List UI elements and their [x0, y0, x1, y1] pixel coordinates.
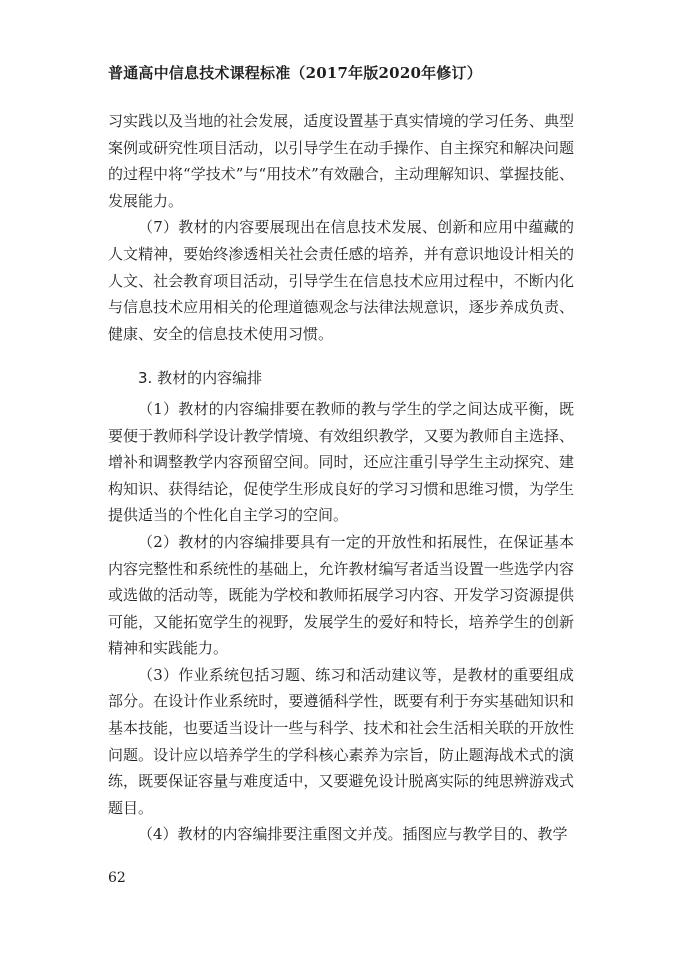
paragraph-section3-item-1: （1）教材的内容编排要在教师的教与学生的学之间达成平衡，既要便于教师科学设计教学情境、有效组织教学，又要为教师自主选择、增补和调整教学内容预留空间。同时，还应注重引导学生主动探究、建构知识、获得结论，促使学生形成良好的学习习惯和思维习惯，为学生提供适当的个性化自主学习的空间。 — [108, 399, 574, 525]
paragraph-item-7: （7）教材的内容要展现出在信息技术发展、创新和应用中蕴藏的人文精神，要始终渗透相关社会责任感的培养，并有意识地设计相关的人文、社会教育项目活动，引导学生在信息技术应用过程中，不断内化与信息技术应用相关的伦理道德观念与法律法规意识，逐步养成负责、健康、安全的信息技术使用习惯。 — [108, 218, 574, 343]
page-body — [108, 108, 574, 848]
page-number: 62 — [108, 870, 126, 886]
paragraph-section3-item-3: （3）作业系统包括习题、练习和活动建议等，是教材的重要组成部分。在设计作业系统时，要遵循科学性，既要有利于夯实基础知识和基本技能，也要适当设计一些与科学、技术和社会生活相关联的开放性问题。设计应以培养学生的学科核心素养为宗旨，防止题海战术式的演练，既要保证容量与难度适中，又要避免设计脱离实际的纯思辨游戏式题目。 — [108, 665, 574, 817]
paragraph-section3-item-2: （2）教材的内容编排要具有一定的开放性和拓展性，在保证基本内容完整性和系统性的基础上，允许教材编写者适当设置一些选学内容或选做的活动等，既能为学校和教师拓展学习内容、开发学习资源提供可能，又能拓宽学生的视野，发展学生的爱好和特长，培养学生的创新精神和实践能力。 — [108, 532, 574, 658]
paragraph-section3-item-4: （4）教材的内容编排要注重图文并茂。插图应与教学目的、教学 — [138, 825, 568, 844]
running-header: 普通高中信息技术课程标准（2017年版2020年修订） — [108, 64, 482, 82]
section-heading: 3. 教材的内容编排 — [138, 369, 263, 388]
paragraph-continuation: 习实践以及当地的社会发展，适度设置基于真实情境的学习任务、典型案例或研究性项目活动，以引导学生在动手操作、自主探究和解决问题的过程中将“学技术”与“用技术”有效融合，主动理解知识、掌握技能、发展能力。 — [108, 112, 574, 210]
